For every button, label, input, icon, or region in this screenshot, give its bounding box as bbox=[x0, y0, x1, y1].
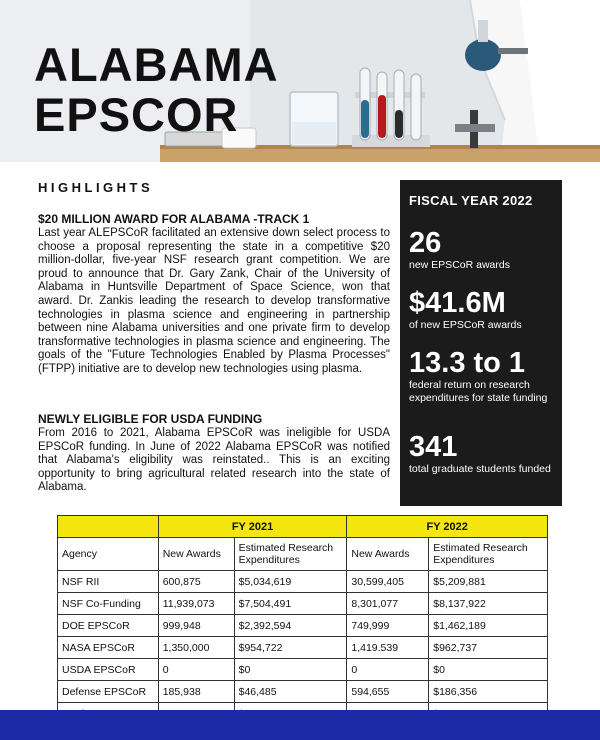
highlights-heading: HIGHLIGHTS bbox=[38, 180, 154, 195]
table-cell: 8,301,077 bbox=[347, 593, 429, 615]
table-corner bbox=[58, 516, 159, 538]
fiscal-year-panel bbox=[400, 180, 562, 506]
article-usda bbox=[38, 412, 390, 495]
article-body: Last year ALEPSCoR facilitated an extensive down select process to choose a proposal representing the state in a competitive $20 million-dollar, five-year NSF research grant competition. We are proud to announce that Dr. Gary Zank, Chair of the University of Alabama in Huntsville Department of Space Science, won that award. Dr. Zankis leading the research to develop transformative technologies in plasma science and engineering in partnership between nine Alabama universities and one private firm to develop transformative technologies in plasma science and engineering. The goals of the "Future Technologies Enabled by Plasma Processes" (FTPP) initiative are to develop new technologies using plasma. bbox=[38, 227, 390, 375]
page-title bbox=[34, 40, 279, 140]
table-row bbox=[58, 659, 548, 681]
table-cell: $954,722 bbox=[234, 637, 347, 659]
table-cell: Defense EPSCoR bbox=[58, 681, 159, 703]
table-row bbox=[58, 593, 548, 615]
table-row bbox=[58, 615, 548, 637]
stat-label: new EPSCoR awards bbox=[409, 259, 510, 271]
stat-label: of new EPSCoR awards bbox=[409, 319, 522, 331]
stat-value: 341 bbox=[409, 431, 458, 463]
table-cell: $962,737 bbox=[429, 637, 548, 659]
stat-federal-return bbox=[409, 348, 557, 404]
column-header: Estimated Research Expenditures bbox=[234, 538, 347, 571]
table-cell: 11,939,073 bbox=[158, 593, 234, 615]
table-cell: $0 bbox=[429, 659, 548, 681]
column-header: Agency bbox=[58, 538, 159, 571]
stat-value: 13.3 to 1 bbox=[409, 347, 526, 379]
table-cell: $1,462,189 bbox=[429, 615, 548, 637]
stat-label: total graduate students funded bbox=[409, 463, 551, 475]
table-cell: DOE EPSCoR bbox=[58, 615, 159, 637]
hero-image bbox=[0, 0, 600, 162]
table-cell: 0 bbox=[347, 659, 429, 681]
stat-value: $41.6M bbox=[409, 287, 506, 319]
stat-awards-count bbox=[409, 228, 557, 272]
table-cell: NSF RII bbox=[58, 571, 159, 593]
column-header: New Awards bbox=[347, 538, 429, 571]
fiscal-title: FISCAL YEAR 2022 bbox=[409, 193, 533, 208]
table-cell: 600,875 bbox=[158, 571, 234, 593]
article-body: From 2016 to 2021, Alabama EPSCoR was ineligible for USDA EPSCoR funding. In June of 2022 Alabama EPSCoR was notified that Alabama's eligibility was reinstated.. This is an exciting opportunity to bring agricultural related research into the state of Alabama. bbox=[38, 427, 390, 494]
funding-table bbox=[57, 515, 548, 725]
table-cell: $5,034,619 bbox=[234, 571, 347, 593]
article-title: NEWLY ELIGIBLE FOR USDA FUNDING bbox=[38, 412, 263, 426]
table-cell: 0 bbox=[158, 659, 234, 681]
table-cell: NASA EPSCoR bbox=[58, 637, 159, 659]
table-cell: 185,938 bbox=[158, 681, 234, 703]
table-cell: $46,485 bbox=[234, 681, 347, 703]
table-cell: 30,599,405 bbox=[347, 571, 429, 593]
stat-value: 26 bbox=[409, 227, 442, 259]
table-cell: $8,137,922 bbox=[429, 593, 548, 615]
article-track1 bbox=[38, 212, 390, 377]
table-cell: $7,504,491 bbox=[234, 593, 347, 615]
table-cell: $186,356 bbox=[429, 681, 548, 703]
article-title: $20 MILLION AWARD FOR ALABAMA -TRACK 1 bbox=[38, 212, 310, 226]
title-line-1: ALABAMA bbox=[34, 38, 279, 91]
table-cell: $5,209,881 bbox=[429, 571, 548, 593]
title-line-2: EPSCOR bbox=[34, 88, 239, 141]
table-cell: $0 bbox=[234, 659, 347, 681]
table-cell: 999,948 bbox=[158, 615, 234, 637]
table-row bbox=[58, 681, 548, 703]
table-cell: $2,392,594 bbox=[234, 615, 347, 637]
table-cell: 1,350,000 bbox=[158, 637, 234, 659]
table-cell: USDA EPSCoR bbox=[58, 659, 159, 681]
table-row bbox=[58, 571, 548, 593]
stat-graduate-students bbox=[409, 432, 557, 476]
table-cell: 594,655 bbox=[347, 681, 429, 703]
year-header-row bbox=[58, 516, 548, 538]
table-cell: NSF Co-Funding bbox=[58, 593, 159, 615]
stat-label: federal return on research expenditures for state funding bbox=[409, 379, 548, 404]
column-header-row bbox=[58, 538, 548, 571]
column-header: New Awards bbox=[158, 538, 234, 571]
table-row bbox=[58, 637, 548, 659]
column-header: Estimated Research Expenditures bbox=[429, 538, 548, 571]
table-cell: 749,999 bbox=[347, 615, 429, 637]
year-header-2021: FY 2021 bbox=[158, 516, 347, 538]
table-cell: 1,419.539 bbox=[347, 637, 429, 659]
footer-bar bbox=[0, 710, 600, 740]
year-header-2022: FY 2022 bbox=[347, 516, 548, 538]
stat-awards-amount bbox=[409, 288, 557, 332]
